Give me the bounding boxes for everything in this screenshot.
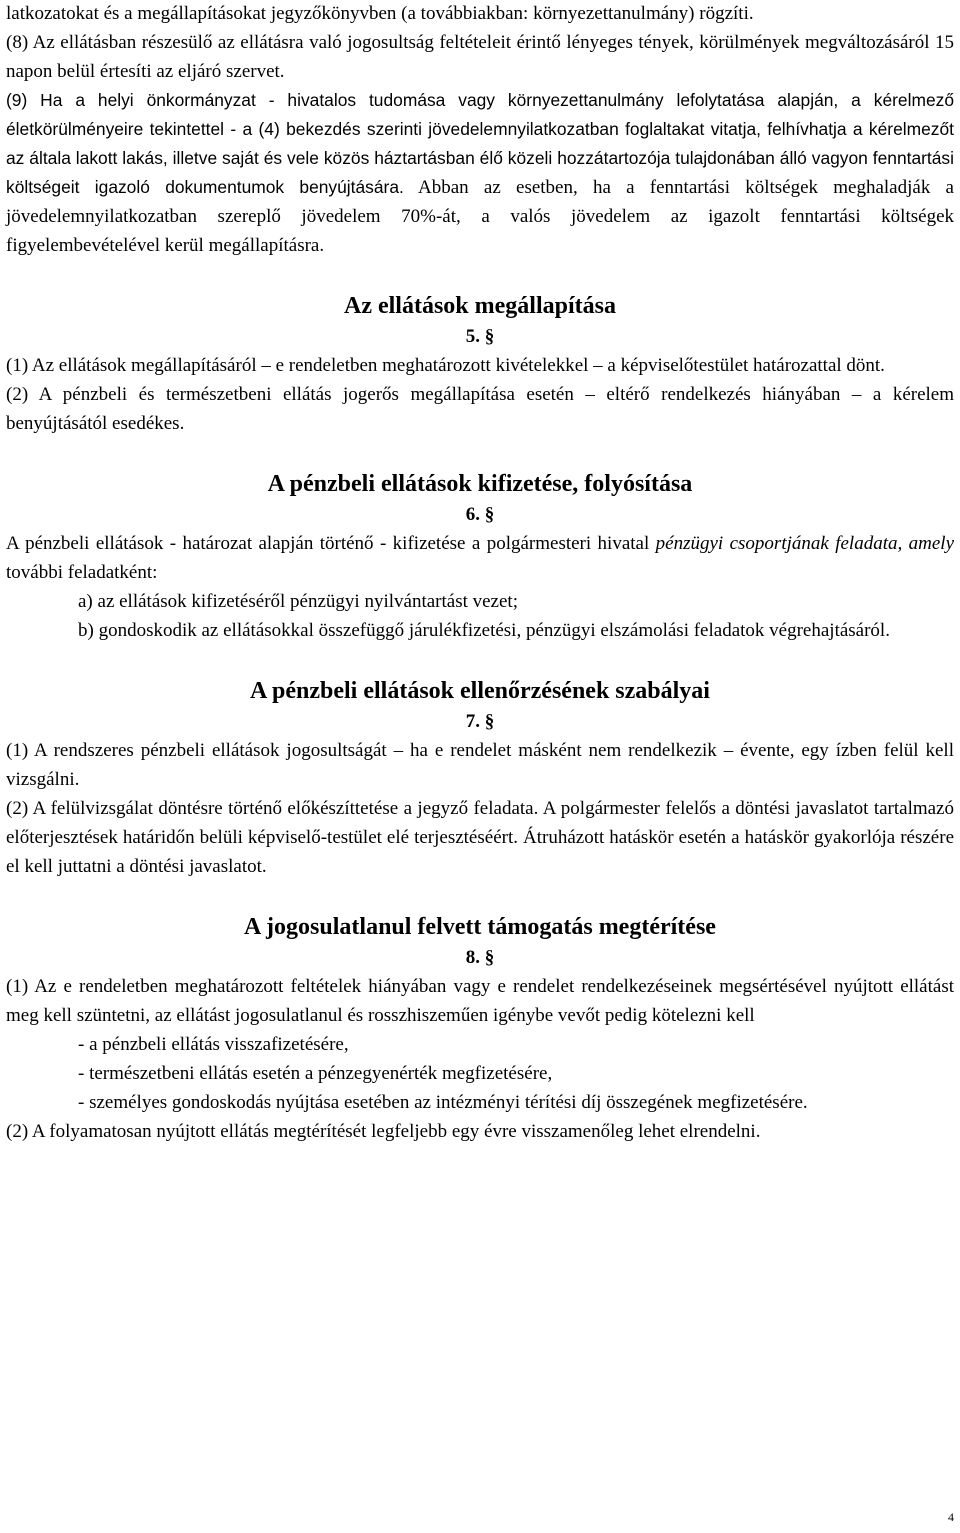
section-number-7: 7. § [465, 711, 495, 732]
section-5-paragraph-2: (2) A pénzbeli és természetbeni ellátás jogerős megállapítása esetén – eltérő rendelkezés hiányában – a kérelem benyújtásától esedékes. [6, 384, 954, 434]
section-number-8: 8. § [465, 947, 495, 968]
paragraph-continuation: latkozatokat és a megállapításokat jegyzőkönyvben (a továbbiakban: környezettanulmány) rögzíti. [6, 3, 754, 24]
section-8-dash-item-1: - a pénzbeli ellátás visszafizetésére, [78, 1034, 349, 1055]
section-6-item-b: b) gondoskodik az ellátásokkal összefüggő járulékfizetési, pénzügyi elszámolási feladatok végrehajtásáról. [78, 620, 890, 641]
paragraph-9 [6, 86, 954, 260]
section-6-item-a: a) az ellátások kifizetéséről pénzügyi nyilvántartást vezet; [78, 591, 518, 612]
paragraph-9-serif-part: Abban az esetben, ha a fenntartási költségek meghaladják a jövedelemnyilatkozatban szereplő jövedelem 70%-át, a valós jövedelem az igazolt fenntartási költségek figyelembevételével kerül megállapításra. [6, 177, 954, 256]
section-6-text-italic: pénzügyi csoportjának feladata, amely [655, 533, 954, 554]
heading-section-8: A jogosulatlanul felvett támogatás megtérítése [244, 914, 716, 940]
section-8-dash-item-2: - természetbeni ellátás esetén a pénzegyenérték megfizetésére, [78, 1063, 553, 1084]
paragraph-9-sans-part: (9) Ha a helyi önkormányzat - hivatalos tudomása vagy környezettanulmány lefolytatása alapján, a kérelmező életkörülményeire tekintettel - a (4) bekezdés szerinti jövedelemnyilatkozatban foglaltakat vitatja, felhívhatja a kérelmezőt az általa lakott lakás, illetve saját és vele közös háztartásban élő közeli hozzátartozója tulajdonában álló vagyon fenntartási költségeit igazoló dokumentumok benyújtására. [6, 90, 954, 197]
section-number-5: 5. § [465, 326, 495, 347]
section-6-text-b: további feladatként: [6, 562, 158, 583]
section-number-6: 6. § [465, 504, 495, 525]
section-5-paragraph-1: (1) Az ellátások megállapításáról – e rendeletben meghatározott kivételekkel – a képviselőtestület határozattal dönt. [6, 355, 885, 376]
page-number: 4 [948, 1510, 954, 1524]
section-8-dash-item-3: - személyes gondoskodás nyújtása esetében az intézményi térítési díj összegének megfizetésére. [78, 1092, 808, 1113]
section-7-paragraph-2: (2) A felülvizsgálat döntésre történő előkészíttetése a jegyző feladata. A polgármester felelős a döntési javaslatot tartalmazó előterjesztések határidőn belüli képviselő-testület elé terjesztéséért. Átruházott hatáskör esetén a hatáskör gyakorlója részére el kell juttatni a döntési javaslatot. [6, 798, 954, 877]
section-7-paragraph-1: (1) A rendszeres pénzbeli ellátások jogosultságát – ha e rendelet másként nem rendelkezik – évente, egy ízben felül kell vizsgálni. [6, 740, 954, 790]
section-6-text-a: A pénzbeli ellátások - határozat alapján történő - kifizetése a polgármesteri hivatal [6, 533, 656, 554]
heading-section-6: A pénzbeli ellátások kifizetése, folyósítása [267, 471, 693, 497]
heading-section-5: Az ellátások megállapítása [344, 293, 616, 319]
section-8-paragraph-1: (1) Az e rendeletben meghatározott feltételek hiányában vagy e rendelet rendelkezéseinek megsértésével nyújtott ellátást meg kell szüntetni, az ellátást jogosulatlanul és rosszhiszeműen igénybe vevőt pedig kötelezni kell [6, 976, 954, 1026]
section-6-paragraph-1 [6, 529, 954, 587]
section-8-paragraph-2: (2) A folyamatosan nyújtott ellátás megtérítését legfeljebb egy évre visszamenőleg lehet elrendelni. [6, 1121, 761, 1142]
heading-section-7: A pénzbeli ellátások ellenőrzésének szabályai [250, 678, 710, 704]
paragraph-8: (8) Az ellátásban részesülő az ellátásra való jogosultság feltételeit érintő lényeges tények, körülmények megváltozásáról 15 napon belül értesíti az eljáró szervet. [6, 32, 954, 82]
document-page [6, 0, 954, 1146]
